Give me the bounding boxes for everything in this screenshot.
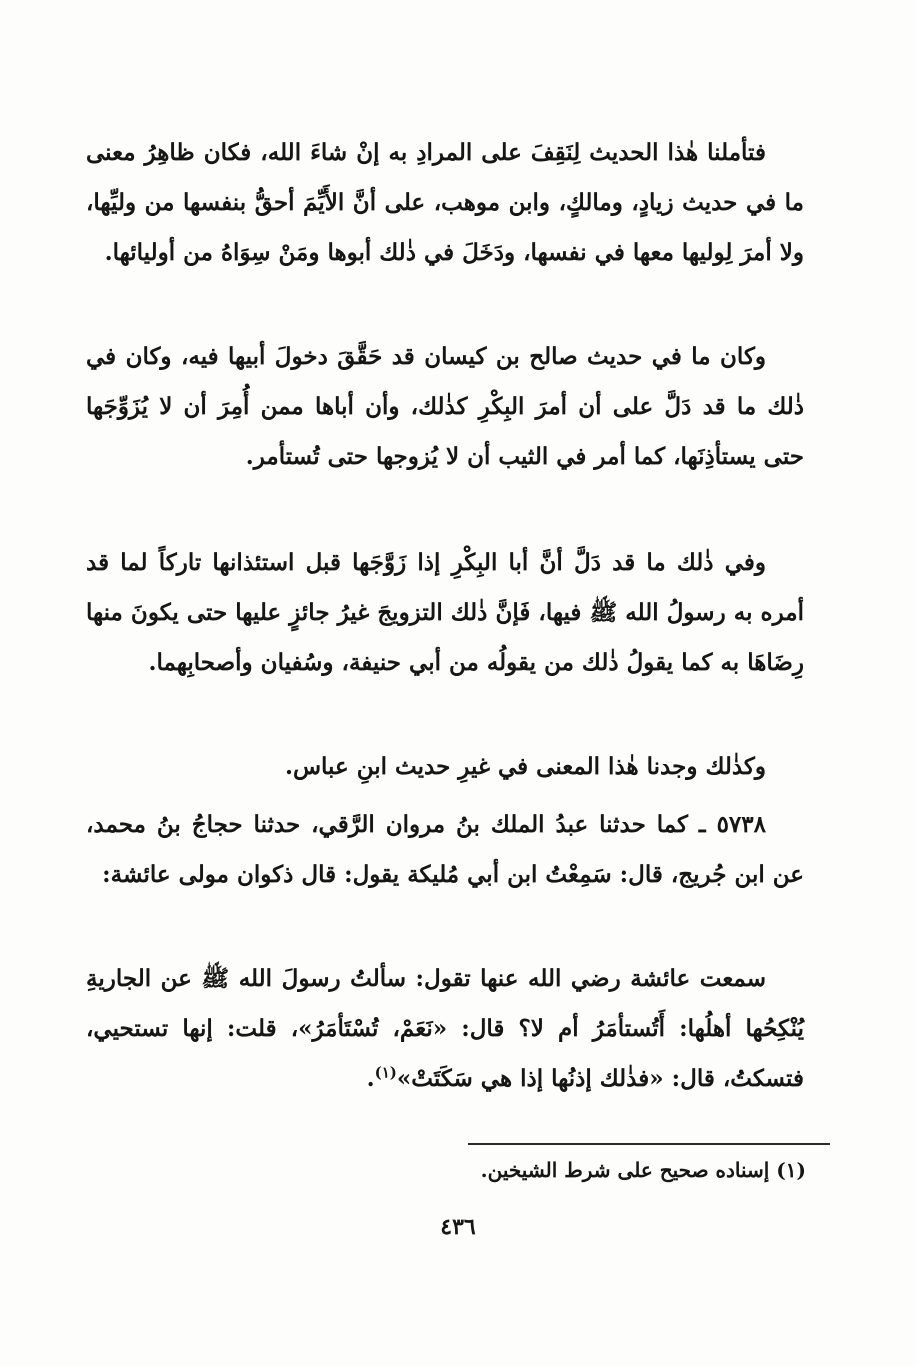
hadith-chain-5738 [86, 800, 804, 900]
footnote-divider [468, 1143, 830, 1145]
page-number: ٤٣٦ [440, 1214, 476, 1240]
paragraph-3-text: وفي ذٰلك ما قد دَلَّ أنَّ أبا البِكْرِ إذا زَوَّجَها قبل استئذانها تاركاً لما قد أمره به رسولُ الله ﷺ فيها، فَإنَّ ذٰلك التزويجَ غيرُ جائزٍ عليها حتى يكونَ منها رِضَاهَا به كما يقولُ ذٰلك من يقولُه من أبي حنيفة، وسُفيان وأصحابِهما. [86, 549, 804, 676]
paragraph-1 [86, 128, 804, 278]
paragraph-2-text: وكان ما في حديث صالح بن كيسان قد حَقَّقَ دخولَ أبيها فيه، وكان في ذٰلك ما قد دَلَّ على أن أمرَ البِكْرِ كذٰلك، وأن أباها ممن أُمِرَ أن لا يُزَوِّجَها حتى يستأذِنَها، كما أمر في الثيب أن لا يُزوجها حتى تُستأمر. [86, 343, 804, 470]
paragraph-1-text: فتأملنا هٰذا الحديث لِنَقِفَ على المرادِ به إنْ شاءَ الله، فكان ظاهِرُ معنى ما في حديث زيادٍ، ومالكٍ، وابن موهب، على أنَّ الأَيِّمَ أحقُّ بنفسها من وليِّها، ولا أمرَ لِوليها معها في نفسها، ودَخَلَ في ذٰلك أبوها ومَنْ سِوَاهُ من أوليائها. [86, 139, 804, 266]
paragraph-4 [86, 742, 804, 792]
hadith-text [86, 954, 804, 1104]
footnote: (١) إسناده صحيح على شرط الشيخين. [480, 1158, 806, 1182]
paragraph-2 [86, 332, 804, 482]
hadith-body-text: سمعت عائشة رضي الله عنها تقول: سألتُ رسولَ الله ﷺ عن الجاريةِ يُنْكِحُها أهلُها: أَتُستأمَرُ أم لا؟ قال: «نَعَمْ، تُسْتَأمَرُ»، قلت: إنها تستحيي، فتسكتُ، قال: «فذٰلك إذنُها إذا هي سَكَتَتْ» [86, 965, 804, 1092]
paragraph-4-text: وكذٰلك وجدنا هٰذا المعنى في غيرِ حديث ابنِ عباس. [284, 753, 766, 780]
hadith-chain-text: ٥٧٣٨ ـ كما حدثنا عبدُ الملك بنُ مروان الرَّقي، حدثنا حجاجُ بنُ محمد، عن ابن جُريج، قال: سَمِعْتُ ابن أبي مُليكة يقول: قال ذكوان مولى عائشة: [86, 811, 804, 888]
paragraph-3 [86, 538, 804, 688]
footnote-reference: (١) [374, 1063, 397, 1082]
hadith-body: سمعت عائشة رضي الله عنها تقول: سألتُ رسولَ الله ﷺ عن الجاريةِ يُنْكِحُها أهلُها: أَتُستأمَرُ أم لا؟ قال: «نَعَمْ، تُسْتَأمَرُ»، قلت: إنها تستحيي، فتسكتُ، قال: «فذٰلك إذنُها إذا هي سَكَتَتْ»$^{(١)}$. [86, 965, 804, 1092]
